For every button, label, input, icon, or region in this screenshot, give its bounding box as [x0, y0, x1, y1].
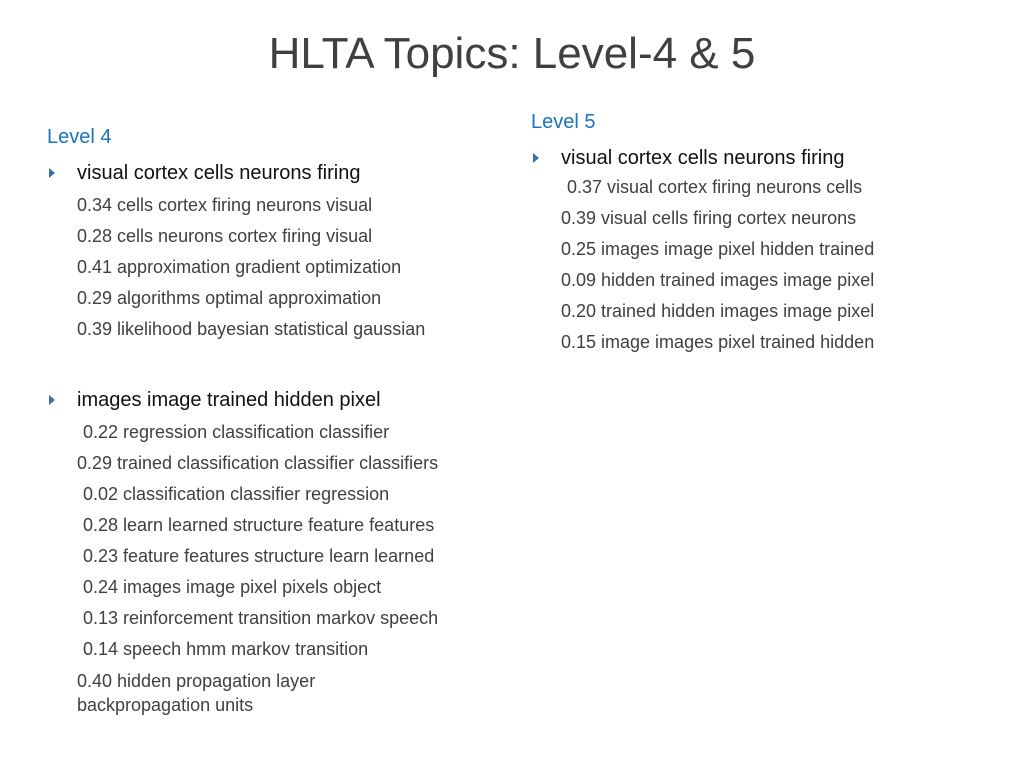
list-item: 0.02 classification classifier regression: [83, 484, 390, 504]
list-item: 0.37 visual cortex firing neurons cells: [567, 177, 863, 197]
topic-heading: [47, 387, 507, 413]
list-item: 0.29 algorithms optimal approximation: [77, 288, 382, 308]
topic-items: [47, 417, 507, 717]
level-4-label: Level 4: [47, 126, 112, 148]
list-item: 0.22 regression classification classifier: [83, 422, 390, 442]
list-item: 0.29 trained classification classifier classifiers: [77, 453, 439, 473]
list-item: 0.25 images image pixel hidden trained: [561, 239, 875, 259]
topic-heading-text: visual cortex cells neurons firing: [561, 147, 845, 169]
list-item: 0.13 reinforcement transition markov speech: [83, 608, 439, 628]
list-item: 0.15 image images pixel trained hidden: [561, 332, 875, 352]
level-5-topic-1: [531, 145, 1001, 358]
topic-heading: [531, 145, 1001, 171]
bullet-arrow-icon: [49, 168, 55, 178]
level-5-label: Level 5: [531, 111, 596, 133]
list-item: 0.34 cells cortex firing neurons visual: [77, 195, 373, 215]
slide-title: HLTA Topics: Level-4 & 5: [268, 29, 756, 78]
level-4-topic-2: [47, 387, 507, 717]
list-item: 0.41 approximation gradient optimization: [77, 257, 402, 277]
level-4-topic-1: [47, 160, 507, 345]
topic-heading-text: images image trained hidden pixel: [77, 389, 381, 411]
bullet-arrow-icon: [49, 395, 55, 405]
list-item: 0.28 learn learned structure feature features: [83, 515, 435, 535]
list-item: 0.09 hidden trained images image pixel: [561, 270, 875, 290]
topic-heading-text: visual cortex cells neurons firing: [77, 162, 361, 184]
list-item: 0.24 images image pixel pixels object: [83, 577, 382, 597]
list-item: 0.40 hidden propagation layer backpropagation units: [77, 671, 316, 715]
list-item: 0.23 feature features structure learn learned: [83, 546, 435, 566]
level-5-column: [531, 109, 1001, 358]
topic-heading: [47, 160, 507, 186]
topic-items: [531, 172, 1001, 358]
level-4-column: [47, 124, 507, 717]
bullet-arrow-icon: [533, 153, 539, 163]
list-item: 0.28 cells neurons cortex firing visual: [77, 226, 373, 246]
list-item: 0.20 trained hidden images image pixel: [561, 301, 875, 321]
list-item: 0.39 visual cells firing cortex neurons: [561, 208, 857, 228]
list-item: 0.39 likelihood bayesian statistical gaussian: [77, 319, 426, 339]
list-item: 0.14 speech hmm markov transition: [83, 639, 369, 659]
topic-items: [47, 190, 507, 345]
